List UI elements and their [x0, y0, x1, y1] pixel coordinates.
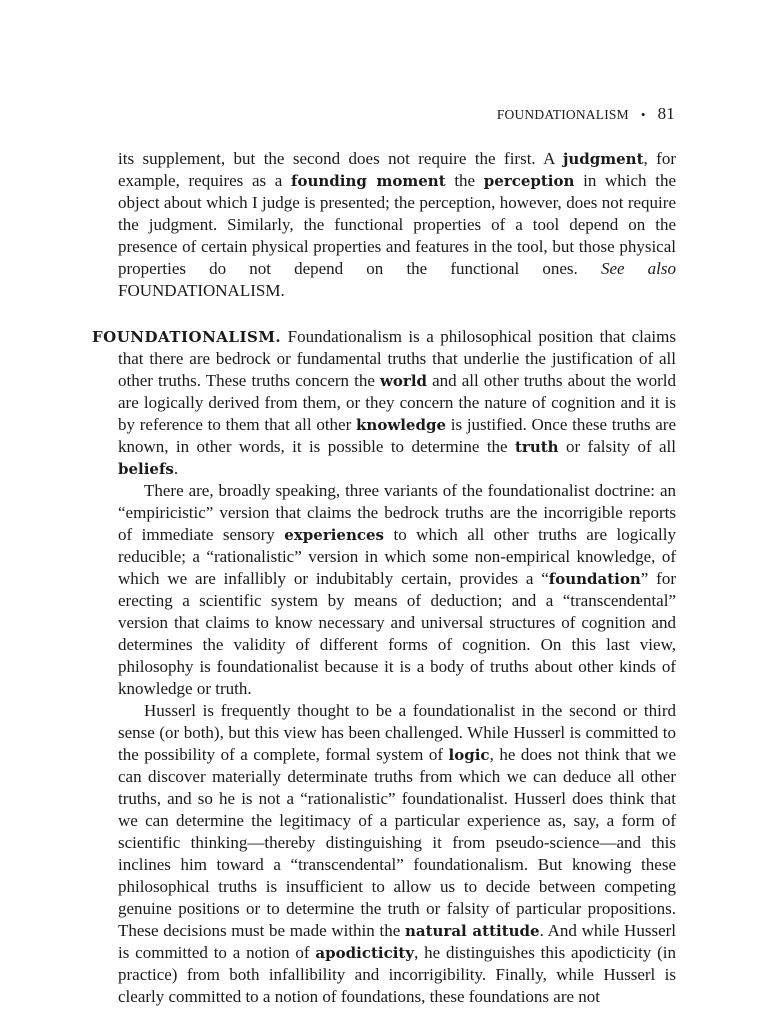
text-run: the — [445, 171, 484, 190]
cross-reference-founding-moment: founding moment — [291, 172, 446, 190]
cross-reference-apodicticity: apodicticity — [315, 944, 415, 962]
text-run: Husserl is frequently thought to be a foundationalist in the second or third sense (or both), but this view has been challenged. While Husserl is committed to the possibility of a complete, formal system of — [118, 701, 676, 764]
cross-reference-beliefs: beliefs — [118, 460, 174, 478]
text-run: in which the object about which I judge is presented; the perception, however, does not require the judgment. Similarly, the functional properties of a tool depend on the presence of certain physical properties and features in the tool, but those physical properties do not depend on the functional ones. — [118, 171, 676, 278]
cross-reference-truth: truth — [515, 438, 559, 456]
text-run: ” for erecting a scientific system by means of deduction; and a “transcendental” version that claims to know necessary and universal structures of cognition and determines the validity of different forms of cognition. On this last view, philosophy is foundationalist because it is a body of truths about other kinds of knowledge or truth. — [118, 569, 676, 698]
continuation-paragraph — [92, 148, 676, 302]
dictionary-entry-foundationalism — [92, 326, 676, 1008]
text-run: , he distinguishes this apodicticity (in practice) from both infallibility and incorrigibility. Finally, while Husserl is clearly committed to a notion of foundations, these foundations are not — [118, 943, 677, 1006]
text-run: is justified. Once these truths are known, in other words, it is possible to determine the — [118, 415, 677, 456]
text-run: its supplement, but the second does not require the first. A — [118, 149, 563, 168]
page-number: 81 — [657, 104, 675, 123]
text-run: , for example, requires as a — [118, 149, 677, 190]
text-run: There are, broadly speaking, three variants of the foundationalist doctrine: an “empiricistic” version that claims the bedrock truths are the incorrigible reports of immediate sensory — [118, 481, 676, 544]
entry-headword: FOUNDATIONALISM. — [92, 328, 282, 346]
cross-reference-logic: logic — [448, 746, 490, 764]
see-also-label: See also — [600, 259, 676, 278]
text-run: . And while Husserl is committed to a notion of — [118, 921, 676, 962]
cross-reference-perception: perception — [483, 172, 575, 190]
cross-reference-world: world — [380, 372, 428, 390]
entry-paragraph-1 — [92, 326, 676, 480]
cross-reference-knowledge: knowledge — [356, 416, 446, 434]
entry-paragraph-3 — [92, 700, 676, 1008]
text-run: , he does not think that we can discover materially determinate truths from which we can deduce all other truths, and so he is not a “rationalistic” foundationalist. Husserl does think that we can determine the legitimacy of a particular experience as, say, a form of scientific thinking—thereby distinguishing it from pseudo-science—and this inclines him toward a “transcendental” foundationalism. But knowing these philosophical truths is insufficient to allow us to decide between competing genuine positions or to determine the truth or falsity of particular propositions. These decisions must be made within the — [118, 745, 676, 940]
cross-reference-foundation: foundation — [548, 570, 641, 588]
cross-reference-judgment: judgment — [562, 150, 644, 168]
running-head-bullet: • — [640, 107, 646, 122]
cross-reference-natural-attitude: natural attitude — [404, 922, 540, 940]
see-also-target: FOUNDATIONALISM. — [118, 281, 285, 300]
running-head-title: FOUNDATIONALISM — [496, 107, 629, 122]
text-run: or falsity of all — [558, 437, 676, 456]
text-run: Foundationalism is a philosophical position that claims that there are bedrock or fundamental truths that underlie the justification of all other truths. These truths concern the — [118, 327, 676, 390]
entry-paragraph-2 — [92, 480, 676, 700]
text-run: and all other truths about the world are logically derived from them, or they concern the nature of cognition and it is by reference to them that all other — [118, 371, 677, 434]
text-run: . — [173, 459, 179, 478]
running-head — [497, 104, 675, 124]
text-run: to which all other truths are logically reducible; a “rationalistic” version in which some non-empirical knowledge, of which we are infallibly or indubitably certain, provides a “ — [118, 525, 676, 588]
cross-reference-experiences: experiences — [284, 526, 384, 544]
